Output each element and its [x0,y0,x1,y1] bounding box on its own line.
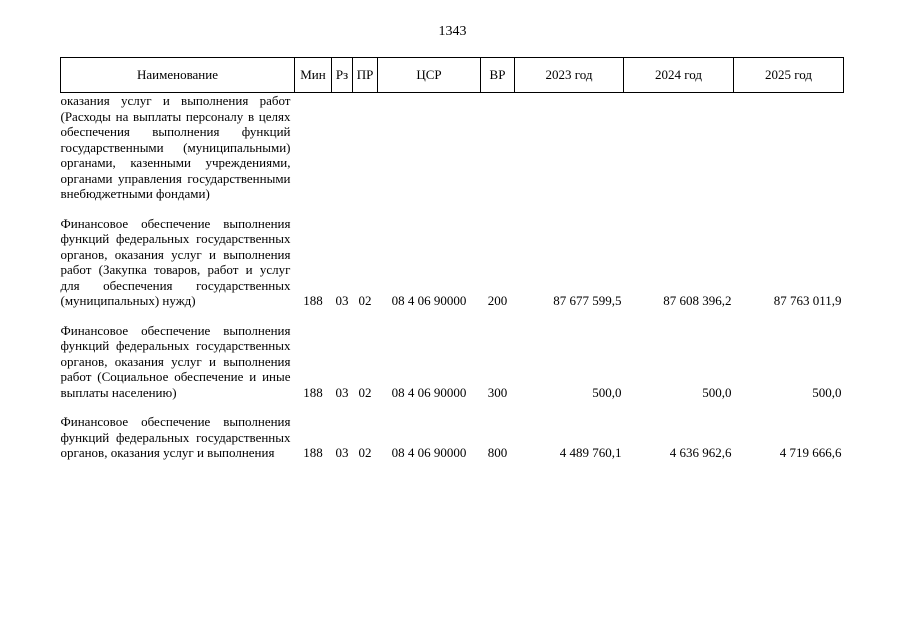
table-row [61,216,844,323]
row-2024 [624,93,734,216]
row-min: 188 [303,445,323,460]
header-min: Мин [295,58,332,93]
row-vr [481,93,515,216]
page-number: 1343 [438,24,467,39]
header-vr: ВР [481,58,515,93]
row-rz: 03 [335,445,349,460]
row-2023: 500,0 [592,384,622,400]
row-2024: 4 636 962,6 [669,445,732,460]
table-row [61,323,844,415]
header-csr: ЦСР [378,58,481,93]
row-vr: 300 [487,384,508,400]
header-pr: ПР [353,58,378,93]
row-min: 188 [303,293,323,308]
row-vr: 800 [487,445,508,460]
row-min: 188 [303,384,323,400]
row-min [295,93,332,216]
budget-table [60,57,844,461]
row-pr: 02 [358,293,372,308]
row-name: Финансовое обеспечение выполнения функций федеральных государственных органов, оказания услуг и выполнения работ (Социальное обеспечение и иные выплаты населению) [60,322,291,400]
row-vr: 200 [487,293,508,308]
header-2024: 2024 год [624,58,734,93]
row-2025: 4 719 666,6 [779,445,842,460]
row-pr: 02 [358,384,372,400]
row-rz [332,93,353,216]
row-csr: 08 4 06 90000 [391,293,467,308]
row-pr [353,93,378,216]
row-csr: 08 4 06 90000 [391,384,467,400]
row-rz: 03 [335,293,349,308]
row-2024: 87 608 396,2 [663,293,732,308]
row-pr: 02 [358,445,372,460]
row-2023 [515,93,624,216]
row-csr [378,93,481,216]
table-row [61,414,844,461]
row-name: Финансовое обеспечение выполнения функций федеральных государственных органов, оказания услуг и выполнения [60,414,291,460]
row-2024: 500,0 [702,384,732,400]
header-2025: 2025 год [734,58,844,93]
row-name: оказания услуг и выполнения работ (Расходы на выплаты персоналу в целях обеспечения выполнения функций государственными (муниципальными) органами, казенными учреждениями, органами управления государственными внебюджетными фондами) [60,93,291,201]
row-2025: 87 763 011,9 [773,293,842,308]
header-name: Наименование [61,58,295,93]
row-csr: 08 4 06 90000 [391,445,467,460]
row-2023: 4 489 760,1 [559,445,622,460]
row-2023: 87 677 599,5 [553,293,622,308]
header-2023: 2023 год [515,58,624,93]
table-row [61,93,844,216]
header-rz: Рз [332,58,353,93]
row-name: Финансовое обеспечение выполнения функций федеральных государственных органов, оказания услуг и выполнения работ (Закупка товаров, работ и услуг для обеспечения государственных (муниципальных) нужд) [60,215,291,308]
row-2025 [734,93,844,216]
row-2025: 500,0 [812,384,842,400]
table-header-row [61,58,844,93]
row-rz: 03 [335,384,349,400]
